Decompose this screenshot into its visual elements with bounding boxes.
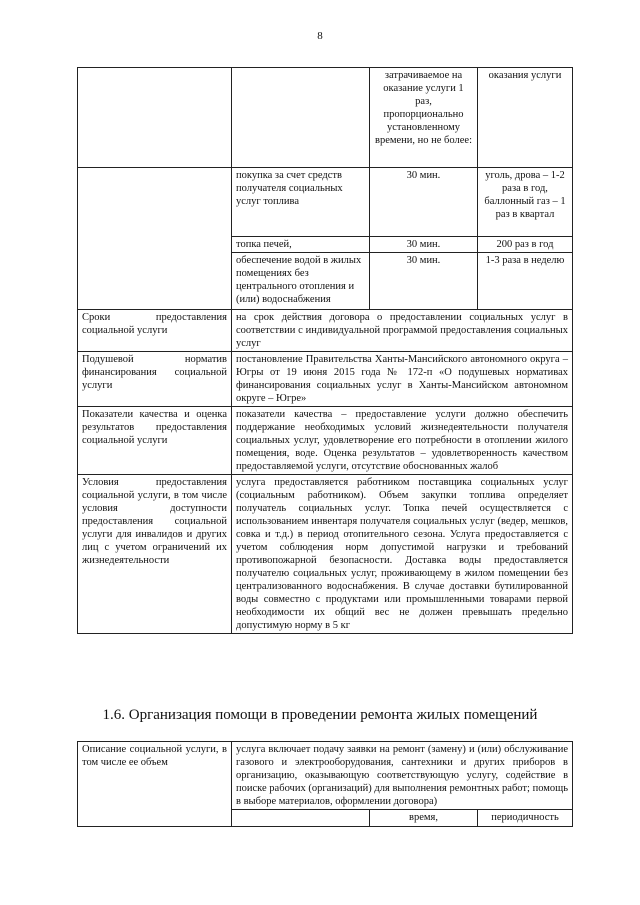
service-time: 30 мин. [370, 253, 478, 310]
page-number: 8 [317, 30, 323, 42]
service-item: покупка за счет средств получателя социальных услуг топлива [232, 168, 370, 237]
service-time: 30 мин. [370, 168, 478, 237]
table-row [78, 475, 573, 634]
table-row [78, 352, 573, 407]
frequency-column-header: периодичность [478, 810, 573, 827]
time-column-header: время, [370, 810, 478, 827]
row-value: на срок действия договора о предоставлении социальных услуг в соответствии с индивидуальной программой предоставления социальных услуг [232, 310, 573, 352]
service-frequency: 1-3 раза в неделю [478, 253, 573, 310]
service-item: обеспечение водой в жилых помещениях без центрального отопления и (или) водоснабжения [232, 253, 370, 310]
row-label: Показатели качества и оценка результатов предоставления социальной услуги [78, 407, 232, 475]
row-value: показатели качества – предоставление услуги должно обеспечить поддержание необходимых условий жизнедеятельности получателя социальных услуг, удовлетворение его потребности в отоплении жилого помещения, воде. Оценка результатов – удовлетворенность качеством предоставляемой услуги, отсутствие обоснованных жалоб [232, 407, 573, 475]
service-description-table [77, 741, 573, 827]
table-row [78, 310, 573, 352]
service-item: топка печей, [232, 237, 370, 253]
service-frequency: уголь, дрова – 1-2 раза в год, баллонный газ – 1 раз в квартал [478, 168, 573, 237]
row-label: Подушевой норматив финансирования социальной услуги [78, 352, 232, 407]
service-table [77, 67, 573, 634]
service-frequency: 200 раз в год [478, 237, 573, 253]
row-value: услуга предоставляется работником поставщика социальных услуг (социальным работником). Объем закупки топлива определяет получатель социальных услуг. Топка печей осуществляется с использованием инвентаря получателя социальных услуг (ведер, мешков, совка и т.д.) в период отопительного сезона. Услуга предоставляется с учетом соблюдения норм допустимой нагрузки и требований противопожарной безопасности. Доставка воды предоставляется получателю социальных услуг, проживающему в жилом помещении без централизованного водоснабжения. В случае доставки бутилированной воды совместно с продуктами или промышленными товарами первой необходимости их общий вес не должен превышать предельно допустимую норму в 5 кг [232, 475, 573, 634]
service-time: 30 мин. [370, 237, 478, 253]
row-value: услуга включает подачу заявки на ремонт (замену) и (или) обслуживание газового и электрооборудования, сантехники и других приборов в организацию, оказывающую соответствующую услугу, содействие в поиске рабочих (организаций) для выполнения ремонтных работ; помощь в выборе материалов, оформлении договора) [232, 742, 573, 810]
row-value: постановление Правительства Ханты-Мансийского автономного округа – Югры от 19 июня 2015 года № 172-п «О подушевых нормативах финансирования социальных услуг в Ханты-Мансийском автономном округе – Югре» [232, 352, 573, 407]
row-label: Условия предоставления социальной услуги, в том числе условия доступности предоставления социальной услуги для инвалидов и других лиц с учетом ограничений их жизнедеятельности [78, 475, 232, 634]
section-heading: 1.6. Организация помощи в проведении ремонта жилых помещений [102, 707, 538, 723]
row-label: Сроки предоставления социальной услуги [78, 310, 232, 352]
table-row [78, 168, 573, 237]
time-column-header: затрачиваемое на оказание услуги 1 раз, пропорционально установленному времени, но не более: [370, 68, 478, 168]
table-row [78, 68, 573, 168]
table-row [78, 407, 573, 475]
row-label: Описание социальной услуги, в том числе ее объем [78, 742, 232, 827]
frequency-column-header: оказания услуги [478, 68, 573, 168]
table-row [78, 742, 573, 810]
